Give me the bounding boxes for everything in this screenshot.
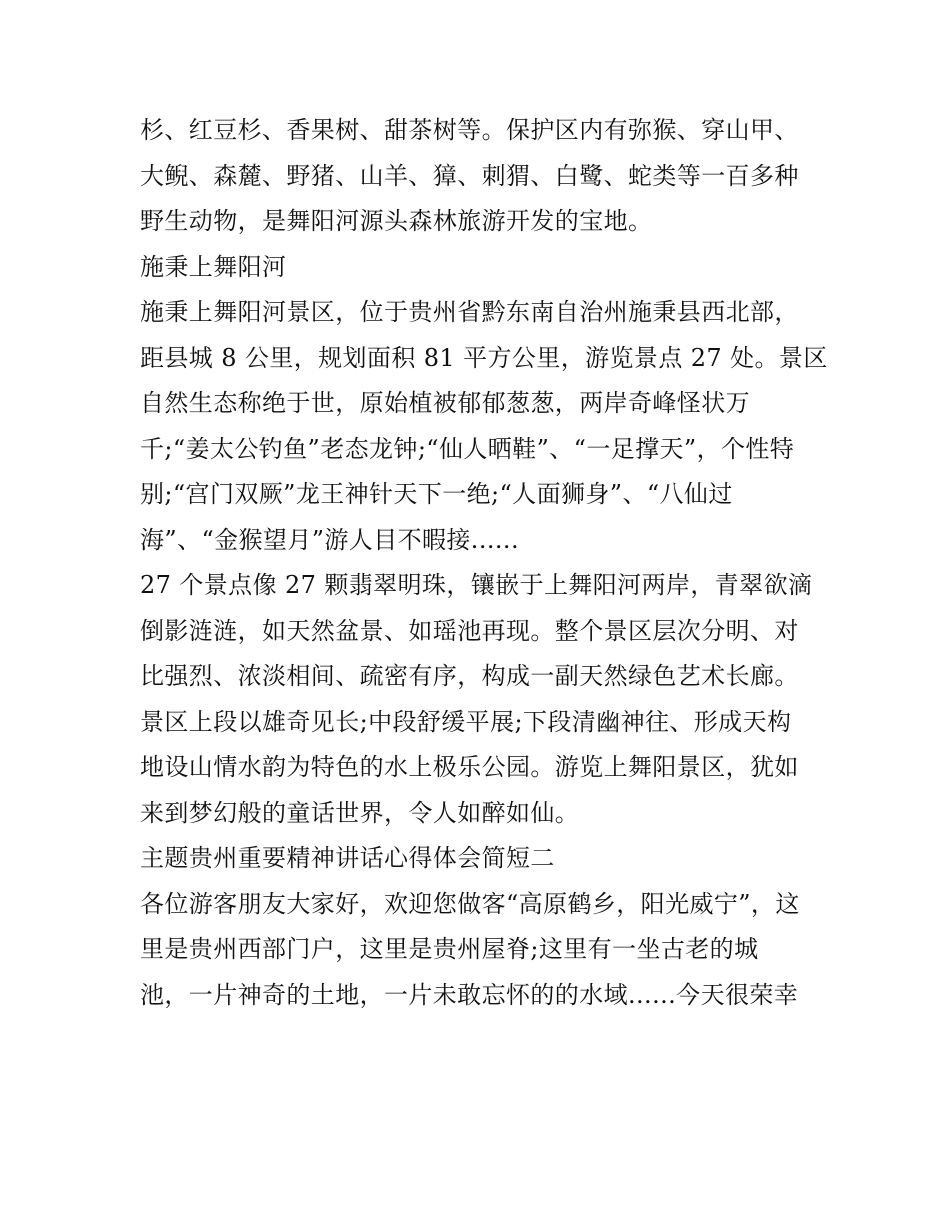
text-line: 来到梦幻般的童话世界，令人如醉如仙。	[140, 798, 580, 827]
text-line: 海”、“金猴望月”游人目不暇接......	[140, 525, 519, 554]
text-line: 27 个景点像 27 颗翡翠明珠，镶嵌于上舞阳河两岸，青翠欲滴	[140, 571, 813, 599]
text-line: 倒影涟涟，如天然盆景、如瑶池再现。整个景区层次分明、对	[140, 616, 799, 645]
text-line: 大鲵、森麓、野猪、山羊、獐、刺猬、白鹭、蛇类等一百多种	[140, 161, 799, 190]
text-line: 里是贵州西部门户，这里是贵州屋脊;这里有一坐古老的城	[140, 935, 759, 963]
text-line: 地设山情水韵为特色的水上极乐公园。游览上舞阳景区，犹如	[140, 753, 799, 781]
section-heading: 主题贵州重要精神讲话心得体会简短二	[140, 844, 555, 872]
text-line: 施秉上舞阳河景区，位于贵州省黔东南自治州施秉县西北部，	[140, 298, 799, 326]
text-line: 池，一片神奇的土地，一片未敢忘怀的的水域......今天很荣幸	[140, 980, 799, 1009]
text-line: 景区上段以雄奇见长;中段舒缓平展;下段清幽神往、形成天构	[140, 707, 792, 736]
text-line: 自然生态称绝于世，原始植被郁郁葱葱，两岸奇峰怪状万	[140, 389, 750, 417]
text-line: 距县城 8 公里，规划面积 81 平方公里，游览景点 27 处。景区	[140, 343, 828, 372]
text-line: 千;“姜太公钓鱼”老态龙钟;“仙人晒鞋”、“一足撑天”，个性特	[140, 434, 795, 463]
text-line: 各位游客朋友大家好，欢迎您做客“高原鹤乡，阳光威宁”，这	[140, 889, 800, 918]
section-heading: 施秉上舞阳河	[140, 252, 287, 281]
text-line: 野生动物，是舞阳河源头森林旅游开发的宝地。	[140, 207, 653, 235]
text-line: 杉、红豆杉、香果树、甜茶树等。保护区内有弥猴、穿山甲、	[140, 116, 799, 144]
text-line: 别;“宫门双厥”龙王神针天下一绝;“人面狮身”、“八仙过	[140, 480, 733, 508]
text-line: 比强烈、浓淡相间、疏密有序，构成一副天然绿色艺术长廊。	[140, 662, 799, 690]
body-text	[140, 108, 830, 1018]
